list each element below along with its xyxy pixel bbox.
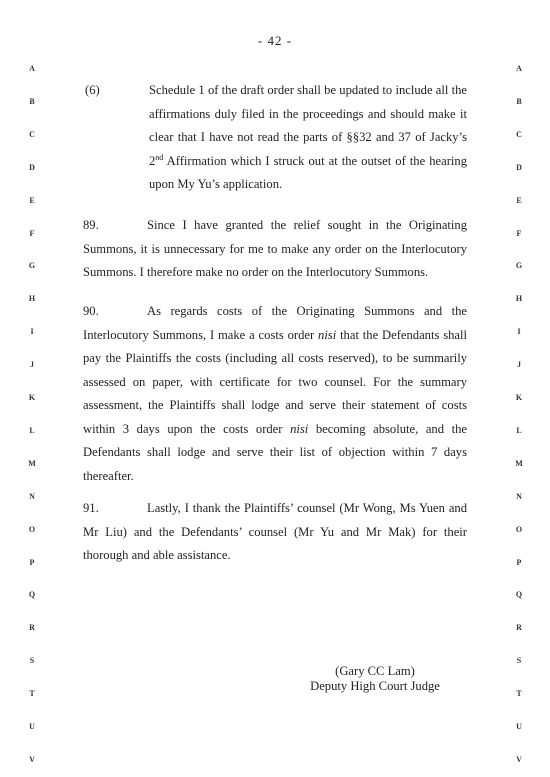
paragraph-89: [83, 214, 467, 285]
paragraph-number: 90.: [83, 304, 99, 318]
paragraph-number: 89.: [83, 218, 99, 232]
margin-letter: K: [515, 393, 523, 402]
paragraph-90: [83, 300, 467, 488]
margin-letter: R: [29, 623, 35, 633]
margin-letter: N: [29, 491, 35, 501]
margin-letter: N: [516, 491, 522, 501]
margin-letter: V: [29, 754, 35, 764]
margin-letter: B: [29, 96, 35, 106]
paragraph-text: Lastly, I thank the Plaintiffs’ counsel (Mr Wong, Ms Yuen and Mr Liu) and the Defendants’ counsel (Mr Yu and Mr Mak) for their thorough and able assistance.: [83, 501, 467, 562]
margin-letter: T: [29, 689, 35, 699]
margin-letter: U: [516, 722, 522, 731]
margin-letter: S: [29, 656, 35, 666]
margin-letter: T: [516, 689, 522, 699]
margin-letter: F: [516, 228, 522, 238]
margin-letter: O: [515, 524, 523, 534]
margin-letter: K: [28, 393, 36, 402]
paragraph-91: [83, 497, 467, 568]
signature-block: [300, 664, 450, 694]
margin-letter: H: [28, 294, 36, 304]
subparagraph-6: [85, 79, 467, 197]
margin-letter: B: [516, 96, 522, 106]
margin-letter: I: [30, 327, 34, 337]
margin-letter: P: [516, 557, 522, 567]
margin-letter: I: [517, 327, 521, 337]
margin-letter: C: [516, 129, 522, 139]
margin-letter: Q: [515, 590, 523, 600]
margin-letter: O: [28, 524, 36, 534]
margin-letter: R: [516, 623, 522, 633]
margin-letter: E: [516, 195, 522, 205]
page-number: - 42 -: [257, 33, 293, 48]
nisi-term: nisi: [290, 421, 309, 436]
margin-letter: H: [515, 294, 523, 304]
margin-letter: D: [516, 162, 522, 172]
paragraph-text: Since I have granted the relief sought in the Originating Summons, it is unnecessary for me to make any order on the Interlocutory Summons. I therefore make no order on the Interlocutory Summons.: [83, 218, 467, 279]
nisi-term: nisi: [318, 327, 337, 342]
margin-letter: J: [517, 360, 521, 370]
margin-letter: M: [28, 458, 36, 468]
margin-letter: L: [29, 425, 35, 435]
margin-letter: M: [515, 458, 523, 468]
paragraph-number: 91.: [83, 501, 99, 515]
judge-name: (Gary CC Lam): [335, 664, 415, 678]
margin-letter: D: [29, 162, 35, 172]
margin-letter: E: [29, 195, 35, 205]
margin-letter: J: [30, 360, 34, 370]
paragraph-text: As regards costs of the Originating Summons and the Interlocutory Summons, I make a costs order: [83, 304, 467, 342]
margin-letter: F: [29, 228, 35, 238]
margin-letter: G: [28, 261, 36, 271]
margin-letter: S: [516, 656, 522, 666]
subparagraph-number: (6): [85, 83, 100, 97]
paragraph-text-end: becoming absolute, and the Defendants shall lodge and serve their list of objection within 7 days thereafter.: [83, 421, 467, 483]
ordinal-suffix: nd: [155, 152, 164, 162]
margin-letter: P: [29, 557, 35, 567]
subparagraph-text-continued: Affirmation which I struck out at the outset of the hearing upon My Yu’s application.: [149, 153, 467, 191]
margin-letter: A: [29, 64, 35, 73]
paragraph-text-continued: that the Defendants shall pay the Plaintiffs the costs (including all costs reserved), to be summarily assessed on paper, with certificate for two counsel. For the summary assessment, the Plaintiffs shall lodge and serve their statement of costs within 3 days upon the costs order: [83, 327, 468, 436]
margin-letter: A: [516, 64, 522, 73]
margin-letter: V: [516, 754, 522, 764]
subparagraph-text: Schedule 1 of the draft order shall be updated to include all the affirmations duly filed in the proceedings and should make it clear that I have not read the parts of §§32 and 37 of Jacky’s 2: [149, 83, 467, 168]
margin-letter: G: [515, 261, 523, 271]
judge-title: Deputy High Court Judge: [310, 679, 440, 693]
margin-letter: L: [516, 425, 522, 435]
margin-letter: Q: [28, 590, 36, 600]
margin-letter: U: [29, 722, 35, 731]
margin-letter: C: [29, 129, 35, 139]
